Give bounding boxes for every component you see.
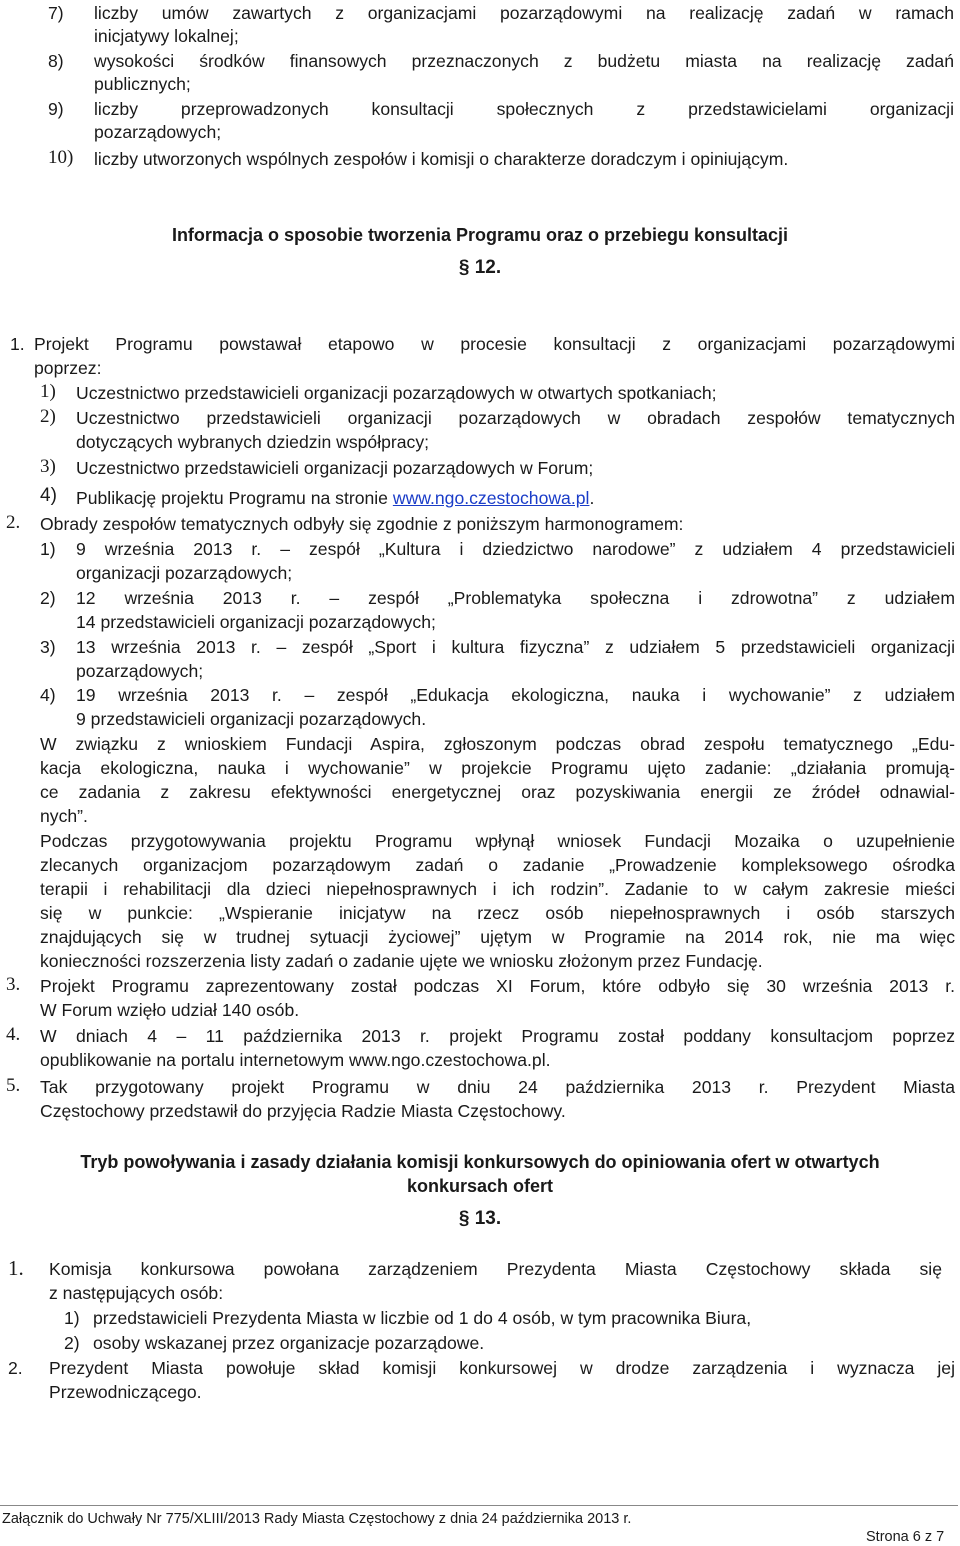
list-item-text: Publikację projektu Programu na stronie www.ngo.czestochowa.pl. xyxy=(76,488,595,508)
list-item-text: publicznych; xyxy=(94,74,191,94)
list-item-text: 13 września 2013 r. – zespół „Sport i kultura fizyczna” z udziałem 5 przedstawicieli organizacji xyxy=(76,637,955,657)
paragraph-number: § 12. xyxy=(458,257,502,278)
list-item-text: organizacji pozarządowych; xyxy=(76,563,293,583)
list-number: 10) xyxy=(48,147,74,168)
point-text: z następujących osób: xyxy=(49,1283,224,1303)
point-text: poprzez: xyxy=(34,358,102,378)
section-title: Tryb powoływania i zasady działania komisji konkursowych do opiniowania ofert w otwartych xyxy=(80,1152,880,1172)
point-text: Projekt Programu zaprezentowany został podczas XI Forum, które odbyło się 30 września 2013 r. xyxy=(40,976,955,996)
list-item-text: 9 przedstawicieli organizacji pozarządowych. xyxy=(76,709,427,729)
point-text: opublikowanie na portalu internetowym www.ngo.czestochowa.pl. xyxy=(40,1050,551,1070)
list-item-text: 9 września 2013 r. – zespół „Kultura i dziedzictwo narodowe” z udziałem 4 przedstawicieli xyxy=(76,539,955,559)
point-text: Przewodniczącego. xyxy=(49,1382,202,1402)
list-item-text: Uczestnictwo przedstawicieli organizacji pozarządowych w otwartych spotkaniach; xyxy=(76,383,717,403)
point-text: W dniach 4 – 11 października 2013 r. projekt Programu został poddany konsultacjom poprzez xyxy=(40,1026,955,1046)
paragraph-line: zlecanych organizacjom pozarządowym zadań o zadanie „Prowadzenie kompleksowego ośrodka xyxy=(40,855,955,875)
website-link[interactable]: www.ngo.czestochowa.pl xyxy=(392,488,590,508)
list-item-text: Uczestnictwo przedstawicieli organizacji pozarządowych w obradach zespołów tematycznych xyxy=(76,408,955,428)
list-item-text: Uczestnictwo przedstawicieli organizacji pozarządowych w Forum; xyxy=(76,458,594,478)
paragraph-number: § 13. xyxy=(458,1208,502,1229)
list-number: 2) xyxy=(40,588,56,608)
list-item-text: inicjatywy lokalnej; xyxy=(94,26,239,46)
list-item-text: osoby wskazanej przez organizacje pozarządowe. xyxy=(93,1333,485,1353)
list-number: 1) xyxy=(64,1308,80,1328)
list-number: 9) xyxy=(48,99,64,119)
list-number: 7) xyxy=(48,3,64,23)
paragraph-line: się w punkcie: „Wspieranie inicjatyw na rzecz osób niepełnosprawnych i osób starszych xyxy=(40,903,955,923)
footer-text: Załącznik do Uchwały Nr 775/XLIII/2013 Rady Miasta Częstochowy z dnia 24 października 2013 r. xyxy=(2,1511,632,1527)
section-title: Informacja o sposobie tworzenia Programu oraz o przebiegu konsultacji xyxy=(171,225,789,245)
point-number: 2. xyxy=(6,512,21,533)
list-item-text: 14 przedstawicieli organizacji pozarządowych; xyxy=(76,612,436,632)
paragraph-line: terapii i rehabilitacji dla dzieci niepełnosprawnych i ich rodzin”. Zadanie to w całym zakresie mieści xyxy=(40,879,955,899)
list-item-text: przedstawicieli Prezydenta Miasta w liczbie od 1 do 4 osób, w tym pracownika Biura, xyxy=(93,1308,752,1328)
paragraph-line: znajdujących się w trudnej sytuacji życiowej” ujętym w Programie na 2014 rok, nie ma więc xyxy=(40,927,955,947)
point-number: 5. xyxy=(6,1075,21,1096)
list-number: 3) xyxy=(40,456,56,477)
footer-divider xyxy=(0,1505,958,1506)
page-number: Strona 6 z 7 xyxy=(866,1529,945,1545)
list-item-text: 19 września 2013 r. – zespół „Edukacja ekologiczna, nauka i wychowanie” z udziałem xyxy=(76,685,955,705)
point-number: 1. xyxy=(10,334,25,354)
list-item-text: dotyczących wybranych dziedzin współpracy; xyxy=(76,432,430,452)
list-number: 2) xyxy=(40,406,56,427)
list-item-text: pozarządowych; xyxy=(76,661,204,681)
paragraph-line: konieczności rozszerzenia listy zadań o zadanie ujęte we wniosku złożonym przez Fundację. xyxy=(40,951,763,971)
point-text: Projekt Programu powstawał etapowo w procesie konsultacji z organizacjami pozarządowymi xyxy=(34,334,955,354)
point-text: Komisja konkursowa powołana zarządzeniem Prezydenta Miasta Częstochowy składa się xyxy=(49,1259,942,1279)
list-number: 4) xyxy=(40,685,56,705)
paragraph-line: Podczas przygotowywania projektu Programu wpłynął wniosek Fundacji Mozaika o uzupełnienie xyxy=(40,831,955,851)
paragraph-line: nych”. xyxy=(40,806,88,826)
point-text: Tak przygotowany projekt Programu w dniu 24 października 2013 r. Prezydent Miasta xyxy=(40,1077,955,1097)
point-text: Częstochowy przedstawił do przyjęcia Radzie Miasta Częstochowy. xyxy=(40,1101,566,1121)
list-number: 1) xyxy=(40,381,56,402)
list-item-text: liczby umów zawartych z organizacjami pozarządowymi na realizację zadań w ramach xyxy=(94,3,954,23)
list-item-text: 12 września 2013 r. – zespół „Problematyka społeczna i zdrowotna” z udziałem xyxy=(76,588,955,608)
point-number: 4. xyxy=(6,1024,21,1045)
list-number: 8) xyxy=(48,51,64,71)
paragraph-line: W związku z wnioskiem Fundacji Aspira, zgłoszonym podczas obrad zespołu tematycznego „Edu- xyxy=(40,734,955,754)
point-text: W Forum wzięło udział 140 osób. xyxy=(40,1000,300,1020)
point-text: Prezydent Miasta powołuje skład komisji konkursowej w drodze zarządzenia i wyznacza jej xyxy=(49,1358,955,1378)
point-number: 3. xyxy=(6,974,21,995)
section-title: konkursach ofert xyxy=(406,1176,554,1196)
paragraph-line: kacja ekologiczna, nauka i wychowanie” w projekcie Programu ujęto zadanie: „działania promują- xyxy=(40,758,955,778)
list-item-text: pozarządowych; xyxy=(94,122,222,142)
list-number: 3) xyxy=(40,637,56,657)
list-number: 1) xyxy=(40,539,56,559)
list-number: 2) xyxy=(64,1333,80,1353)
point-number: 1. xyxy=(8,1256,24,1280)
point-number: 2. xyxy=(8,1358,23,1378)
list-number: 4) xyxy=(40,485,57,506)
list-item-text: liczby przeprowadzonych konsultacji społecznych z przedstawicielami organizacji xyxy=(94,99,954,119)
list-item-text: liczby utworzonych wspólnych zespołów i komisji o charakterze doradczym i opiniującym. xyxy=(94,149,789,169)
point-text: Obrady zespołów tematycznych odbyły się zgodnie z poniższym harmonogramem: xyxy=(40,514,684,534)
list-item-text: wysokości środków finansowych przeznaczonych z budżetu miasta na realizację zadań xyxy=(94,51,954,71)
paragraph-line: ce zadania z zakresu efektywności energetycznej oraz pozyskiwania energii ze źródeł odnawial- xyxy=(40,782,955,802)
